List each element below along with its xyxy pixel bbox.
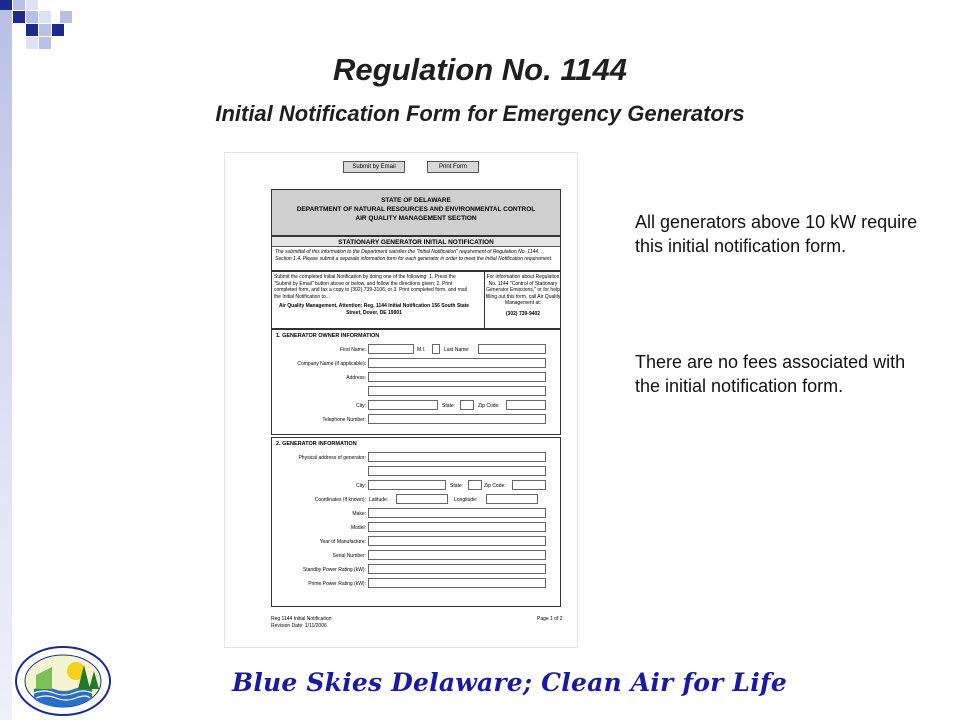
- form-row: [272, 536, 562, 548]
- field-label: Model:: [350, 525, 366, 531]
- form-page-number: Page 1 of 2: [537, 616, 563, 622]
- form-notification-block: [271, 236, 561, 271]
- corner-square: [13, 11, 25, 23]
- form-row: [272, 358, 562, 370]
- form-row: [272, 452, 562, 464]
- form-image: [224, 152, 578, 648]
- serial-field: [368, 550, 546, 560]
- city-field: [368, 400, 438, 410]
- print-form-button: Print Form: [427, 161, 479, 173]
- field-label: City:: [356, 403, 366, 409]
- corner-square: [39, 37, 51, 49]
- model-field: [368, 522, 546, 532]
- form-row: [272, 414, 562, 426]
- info-phone: (302) 739-9402: [505, 310, 541, 317]
- phone-field: [368, 414, 546, 424]
- form-row: [272, 400, 562, 412]
- mi-field: [432, 344, 440, 354]
- form-footer-line: Revision Date: 1/11/2006: [271, 622, 327, 629]
- longitude-field: [486, 494, 538, 504]
- paragraph-generators: All generators above 10 kW require this initial notification form.: [635, 212, 918, 256]
- field-label: Coordinates (if known):: [314, 497, 366, 503]
- last-name-field: [478, 344, 546, 354]
- info-box: [484, 272, 561, 330]
- form-row: [272, 522, 562, 534]
- corner-square: [52, 24, 64, 36]
- make-field: [368, 508, 546, 518]
- address-field: [368, 372, 546, 382]
- field-label: Last Name:: [444, 347, 470, 353]
- field-label: Address:: [346, 375, 366, 381]
- section-heading: 1. GENERATOR OWNER INFORMATION: [276, 333, 380, 339]
- mail-address: Air Quality Management, Attention: Reg. 1144 Initial Notification 156 South State Street, Dover, DE 19901: [278, 303, 470, 316]
- physical-address-field-2: [368, 466, 546, 476]
- form-row: [272, 372, 562, 384]
- corner-square: [26, 37, 38, 49]
- form-header-line: STATE OF DELAWARE: [381, 197, 451, 204]
- corner-square: [39, 11, 51, 23]
- field-label: Zip Code:: [478, 403, 500, 409]
- form-header-line: AIR QUALITY MANAGEMENT SECTION: [355, 215, 477, 222]
- field-label: First Name:: [340, 347, 366, 353]
- info-text: For information about Regulation No. 1144 "Control of Stationary Generator Emissions," or for help filling out this form, call Air Quality Management at:: [485, 274, 561, 306]
- field-label: State:: [450, 483, 464, 489]
- field-label: City:: [356, 483, 366, 489]
- form-row: [272, 550, 562, 562]
- corner-square: [39, 24, 51, 36]
- corner-square: [0, 0, 12, 10]
- field-label: Company Name (if applicable):: [297, 361, 366, 367]
- corner-square: [60, 11, 72, 23]
- form-row: [272, 578, 562, 590]
- gen-state-field: [468, 480, 482, 490]
- form-row: [272, 508, 562, 520]
- form-row: [272, 494, 562, 506]
- prime-rating-field: [368, 578, 546, 588]
- section-heading: 2. GENERATOR INFORMATION: [276, 441, 357, 447]
- field-label: Telephone Number:: [322, 417, 366, 423]
- field-label: Prime Power Rating (kW):: [308, 581, 366, 587]
- form-submit-block: [271, 271, 561, 329]
- corner-square: [26, 11, 38, 23]
- field-label: Serial Number:: [332, 553, 366, 559]
- form-row: [272, 564, 562, 576]
- address-field-2: [368, 386, 546, 396]
- field-label: M.I.: [417, 347, 426, 353]
- gen-zip-field: [512, 480, 546, 490]
- physical-address-field: [368, 452, 546, 462]
- footer-slogan: Blue Skies Delaware; Clean Air for Life: [232, 668, 787, 697]
- gen-city-field: [368, 480, 446, 490]
- first-name-field: [368, 344, 414, 354]
- field-label: Make:: [352, 511, 366, 517]
- form-footer-left: [271, 616, 332, 629]
- field-label: State:: [442, 403, 456, 409]
- form-row: [272, 480, 562, 492]
- field-label: Latitude:: [369, 497, 389, 503]
- field-label: Standby Power Rating (kW):: [302, 567, 366, 573]
- submit-instructions: [274, 274, 474, 316]
- slide-subtitle: Initial Notification Form for Emergency Generators: [215, 101, 745, 126]
- form-row: [272, 344, 562, 356]
- state-field: [460, 400, 474, 410]
- submit-text: Submit the completed Initial Notification by doing one of the following: 1. Press the "Submit by Email" button above or below, and follow the directions given; 2. Print completed form, and fax a copy to (302) 739-3106; or 3. Print completed form, and mail the Initial Notification to...: [274, 274, 467, 300]
- notification-title: STATIONARY GENERATOR INITIAL NOTIFICATION: [272, 237, 560, 247]
- field-label: Year of Manufacture:: [319, 539, 366, 545]
- company-field: [368, 358, 546, 368]
- field-label: Longitude:: [454, 497, 478, 503]
- submit-by-email-button: Submit by Email: [343, 161, 405, 173]
- corner-square: [26, 0, 38, 10]
- form-row: [272, 386, 562, 398]
- form-header-line: DEPARTMENT OF NATURAL RESOURCES AND ENVIRONMENTAL CONTROL: [296, 206, 536, 213]
- owner-section: [271, 329, 561, 435]
- standby-rating-field: [368, 564, 546, 574]
- notification-text: The submittal of this information to the Department satisfies the "Initial Notification" requirement of Regulation No. 1144, Section 1.4. Please submit a separate information form for each generator in order to meet the Initial Notification requirement.: [275, 249, 553, 262]
- corner-square: [13, 0, 25, 10]
- latitude-field: [396, 494, 448, 504]
- slide-title: Regulation No. 1144: [333, 52, 627, 87]
- field-label: Zip Code:: [484, 483, 506, 489]
- year-field: [368, 536, 546, 546]
- field-label: Physical address of generator:: [298, 455, 366, 461]
- form-header: [271, 189, 561, 236]
- dnrec-seal-logo: [14, 645, 112, 717]
- corner-square: [26, 24, 38, 36]
- form-row: [272, 466, 562, 478]
- form-footer-line: Reg 1144 Initial Notification: [271, 616, 332, 622]
- zip-field: [506, 400, 546, 410]
- paragraph-fees: There are no fees associated with the initial notification form.: [635, 352, 906, 396]
- generator-section: [271, 437, 561, 607]
